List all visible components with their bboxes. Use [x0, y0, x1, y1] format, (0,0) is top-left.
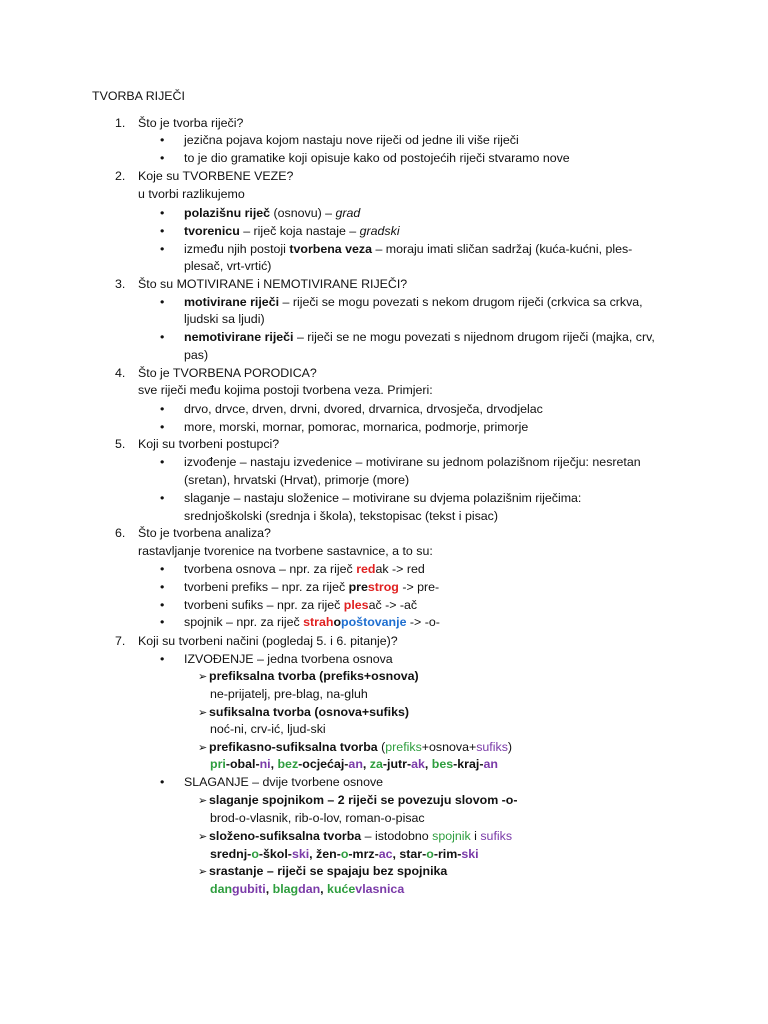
sub-item: ➢ srastanje – riječi se spajaju bez spojnika [198, 862, 447, 881]
bullet-icon: • [160, 775, 165, 789]
example-line: noć-ni, crv-ić, ljud-ski [210, 722, 326, 736]
example-line: ne-prijatelj, pre-blag, na-gluh [210, 687, 368, 701]
question-number: 3. [115, 277, 126, 291]
intro-text: sve riječi među kojima postoji tvorbena veza. Primjeri: [138, 383, 433, 397]
bullet-icon: • [160, 151, 165, 165]
example-line: brod-o-vlasnik, rib-o-lov, roman-o-pisac [210, 811, 425, 825]
bullet-icon: • [160, 455, 165, 469]
example-segment: , žen- [309, 847, 341, 861]
question-text: Koje su TVORBENE VEZE? [138, 169, 294, 183]
bullet-icon: • [160, 598, 165, 612]
question-number: 5. [115, 437, 126, 451]
example-segment: o [251, 847, 259, 861]
bullet-icon: • [160, 420, 165, 434]
question-text: Što je tvorba riječi? [138, 116, 244, 130]
example-segment: vlasnica [355, 882, 405, 896]
example-segment: , star- [392, 847, 427, 861]
sub-item: ➢ prefiksalna tvorba (prefiks+osnova) [198, 667, 419, 686]
bullet-icon: • [160, 562, 165, 576]
intro-text: u tvorbi razlikujemo [138, 187, 245, 201]
example-segment: ac [378, 847, 393, 861]
sub-item: ➢ prefikasno-sufiksalna tvorba (prefiks+osnova+sufiks) [198, 738, 512, 757]
question-text: Što je TVORBENA PORODICA? [138, 366, 317, 380]
arrow-bullet-icon: ➢ [198, 866, 208, 878]
example-segment: , [270, 757, 278, 771]
example-segment: za [369, 757, 383, 771]
arrow-bullet-icon: ➢ [198, 831, 208, 843]
question-number: 7. [115, 634, 126, 648]
sub-item: ➢ sufiksalna tvorba (osnova+sufiks) [198, 703, 409, 722]
example-segment: dan [210, 882, 233, 896]
example-segment: ski [461, 847, 479, 861]
example-segment: -jutr- [382, 757, 412, 771]
question-number: 4. [115, 366, 126, 380]
intro-text: rastavljanje tvorenice na tvorbene sastavnice, a to su: [138, 544, 433, 558]
bullet-icon: • [160, 491, 165, 505]
example-segment: pri [210, 757, 226, 771]
question-text: Što je tvorbena analiza? [138, 526, 271, 540]
bullet-icon: • [160, 295, 165, 309]
example-segment: -škol- [258, 847, 292, 861]
question-5 [115, 435, 279, 453]
question-text: Koji su tvorbeni postupci? [138, 437, 280, 451]
bullet-icon: • [160, 402, 165, 416]
example-segment: kuće [327, 882, 356, 896]
question-number: 1. [115, 116, 126, 130]
question-6 [115, 524, 271, 542]
question-number: 2. [115, 169, 126, 183]
example-segment: -ocjećaj- [298, 757, 349, 771]
question-text: Što su MOTIVIRANE i NEMOTIVIRANE RIJEČI? [138, 277, 408, 291]
example-segment: o [426, 847, 434, 861]
example-segment: , [265, 882, 273, 896]
example-segment: gubiti [232, 882, 266, 896]
example-segment: an [483, 757, 498, 771]
sub-item: ➢ slaganje spojnikom – 2 riječi se povezuju slovom -o- [198, 791, 517, 810]
arrow-bullet-icon: ➢ [198, 671, 208, 683]
arrow-bullet-icon: ➢ [198, 707, 208, 719]
example-segment: dan [298, 882, 321, 896]
question-1 [115, 114, 243, 132]
question-4 [115, 364, 317, 382]
question-2 [115, 167, 293, 185]
bullet-icon: • [160, 206, 165, 220]
example-segment: ak [411, 757, 425, 771]
question-number: 6. [115, 526, 126, 540]
example-segment: blag [272, 882, 299, 896]
example-segment: bez [277, 757, 299, 771]
example-line-colored [210, 845, 479, 863]
example-segment: -rim- [433, 847, 462, 861]
bullet-icon: • [160, 580, 165, 594]
sub-item: ➢ složeno-sufiksalna tvorba – istodobno spojnik i sufiks [198, 827, 512, 846]
example-segment: -kraj- [453, 757, 484, 771]
example-segment: , [424, 757, 432, 771]
question-3 [115, 275, 407, 293]
bullet-icon: • [160, 242, 165, 256]
question-text: Koji su tvorbeni načini (pogledaj 5. i 6. pitanje)? [138, 634, 398, 648]
example-segment: -mrz- [348, 847, 379, 861]
example-segment: , [320, 882, 328, 896]
document-page: TVORBA RIJEČI 1. Što je tvorba riječi? • jezična pojava kojom nastaju nove riječi od jedne ili više riječi • to je dio gramatike koji opisuje kako od postojećih riječi stvaramo nove 2. Koje su TVORBENE VEZE? u tvorbi razlikujemo • polazišnu riječ (osnovu) – grad • tvorenicu – riječ koja nastaje – gradski • između njih postoji tvorbena veza – moraju imati sličan sadržaj (kuća-kućni, ples- plesač, vrt-vrtić) 3. Što su MOTIVIRANE i NEMOTIVIRANE RIJEČI? • motivirane riječi – riječi se mogu povezati s nekom drugom riječi (crkvica sa crkva, ljudski sa ljudi) • nemotivirane riječi – riječi se ne mogu povezati s nijednom drugom riječi (majka, crv, pas) 4. Što je TVORBENA PORODICA? sve riječi među kojima postoji tvorbena veza. Primjeri: • drvo, drvce, drven, drvni, dvored, drvarnica, drvosječa, drvodjelac • more, morski, mornar, pomorac, mornarica, podmorje, primorje 5. Koji su tvorbeni postupci? • izvođenje – nastaju izvedenice – motivirane su jednom polazišnom riječju: nesretan (sretan), hrvatski (Hrvat), primorje (more) • slaganje – nastaju složenice – motivirane su dvjema polazišnim riječima: srednjoškolski (srednja i škola), tekstopisac (tekst i pisac) 6. Što je tvorbena analiza? rastavljanje tvorenice na tvorbene sastavnice, a to su: • tvorbena osnova – npr. za riječ redak -> red • tvorbeni prefiks – npr. za riječ prestrog -> pre- • tvorbeni sufiks – npr. za riječ plesač -> -ač • spojnik – npr. za riječ strahopoštovanje -> -o- 7. Koji su tvorbeni načini (pogledaj 5. i 6. pitanje)? • IZVOĐENJE – jedna tvorbena osnova ➢ prefiksalna tvorba (prefiks+osnova) ne-prijatelj, pre-blag, na-gluh ➢ sufiksalna tvorba (osnova+sufiks) noć-ni, crv-ić, ljud-ski ➢ prefikasno-sufiksalna tvorba (prefiks+osnova+sufiks) pri-obal-ni, bez-ocjećaj-an, za-jutr-ak, bes-kraj-an • SLAGANJE – dvije tvorbene osnove ➢ slaganje spojnikom – 2 riječi se povezuju slovom -o- brod-o-vlasnik, rib-o-lov, roman-o-pisac ➢ složeno-sufiksalna tvorba – istodobno spojnik i sufiks srednj-o-škol-ski, žen-o-mrz-ac, star-o-rim-ski ➢ srastanje – riječi se spajaju bez spojnika dangubiti, blagdan, kućevlasnica [92, 89, 655, 896]
question-7 [115, 632, 398, 650]
arrow-bullet-icon: ➢ [198, 742, 208, 754]
example-segment: an [348, 757, 363, 771]
example-line-colored [210, 880, 404, 898]
arrow-bullet-icon: ➢ [198, 795, 208, 807]
example-line-colored [210, 755, 498, 773]
example-segment: srednj- [210, 847, 252, 861]
bullet-icon: • [160, 133, 165, 147]
bullet-icon: • [160, 330, 165, 344]
example-segment: , [362, 757, 370, 771]
bullet-icon: • [160, 652, 165, 666]
document-title: TVORBA RIJEČI [92, 89, 185, 103]
bullet-icon: • [160, 615, 165, 629]
example-segment: ski [291, 847, 310, 861]
example-segment: bes [431, 757, 454, 771]
example-segment: o [340, 847, 349, 861]
example-segment: ni [259, 757, 271, 771]
bullet-icon: • [160, 224, 165, 238]
example-segment: -obal- [225, 757, 260, 771]
